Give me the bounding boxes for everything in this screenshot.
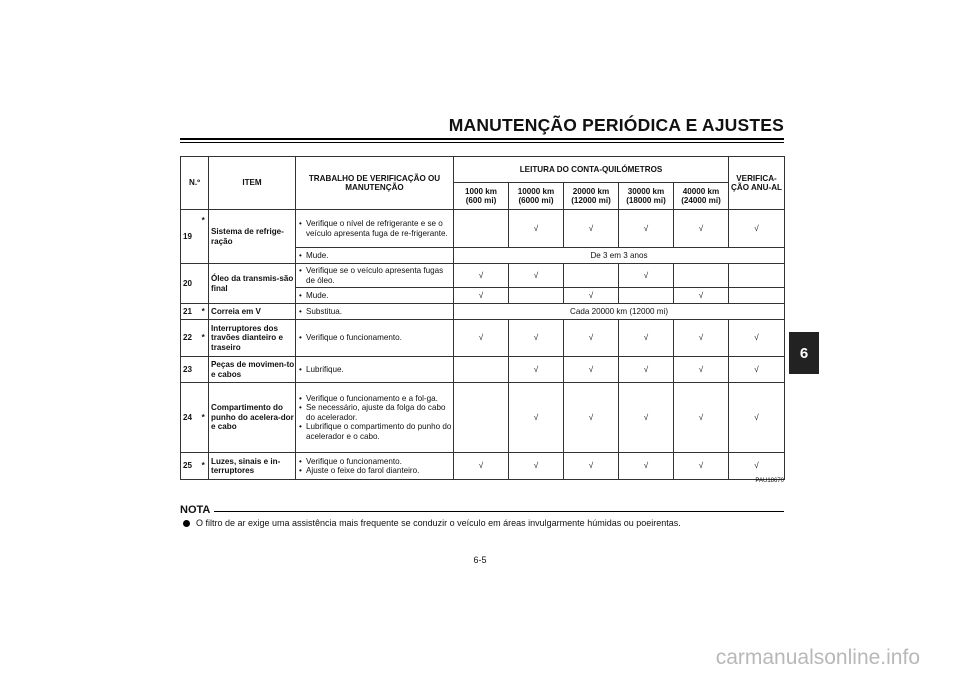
check-cell: √ xyxy=(509,210,564,248)
check-cell xyxy=(564,264,619,288)
asterisk-mark: * xyxy=(199,383,209,453)
row-number: 23 xyxy=(181,357,199,383)
check-cell: √ xyxy=(674,320,729,357)
row-number: 24 xyxy=(181,383,199,453)
item-name: Luzes, sinais e in-terruptores xyxy=(209,453,296,480)
header-annual: VERIFICA-ÇÃO ANU-AL xyxy=(729,157,785,210)
check-cell: √ xyxy=(674,383,729,453)
row-number: 20 xyxy=(181,264,199,304)
row-number: 22 xyxy=(181,320,199,357)
header-no: N.º xyxy=(181,157,209,210)
header-item: ITEM xyxy=(209,157,296,210)
check-cell xyxy=(509,288,564,304)
check-cell: √ xyxy=(619,320,674,357)
task-cell: • Verifique o funcionamento e a fol-ga. • Se necessário, ajuste da folga do cabo do acelerador. • Lubrifique o compartimento do punho do acelerador e o cabo. xyxy=(296,383,454,453)
check-cell: √ xyxy=(729,210,785,248)
check-cell: √ xyxy=(564,357,619,383)
item-name: Óleo da transmis-são final xyxy=(209,264,296,304)
check-cell: √ xyxy=(564,453,619,480)
item-name: Peças de movimen-to e cabos xyxy=(209,357,296,383)
nota-heading: NOTA xyxy=(180,504,211,516)
title-rule-thin xyxy=(180,142,784,143)
asterisk-mark: * xyxy=(199,210,209,264)
task-cell: • Substitua. xyxy=(296,304,454,320)
asterisk-mark: * xyxy=(199,453,209,480)
check-cell: √ xyxy=(564,288,619,304)
check-cell xyxy=(619,288,674,304)
interval-span-cell: Cada 20000 km (12000 mi) xyxy=(454,304,785,320)
check-cell: √ xyxy=(454,453,509,480)
check-cell xyxy=(674,264,729,288)
item-name: Interruptores dos travões dianteiro e traseiro xyxy=(209,320,296,357)
title-rule-thick xyxy=(180,138,784,140)
check-cell: √ xyxy=(674,453,729,480)
nota-text: O filtro de ar exige uma assistência mais frequente se conduzir o veículo em áreas invulgarmente húmidas ou poeirentas. xyxy=(196,518,681,528)
check-cell: √ xyxy=(454,288,509,304)
item-name: Compartimento do punho do acelera-dor e cabo xyxy=(209,383,296,453)
task-cell: • Mude. xyxy=(296,288,454,304)
check-cell: √ xyxy=(564,320,619,357)
item-name: Sistema de refrige-ração xyxy=(209,210,296,264)
reference-code: PAU18670 xyxy=(755,478,784,484)
task-cell: • Verifique o nível de refrigerante e se o veículo apresenta fuga de re-frigerante. xyxy=(296,210,454,248)
asterisk-mark: * xyxy=(199,304,209,320)
nota-item xyxy=(183,518,783,528)
check-cell: √ xyxy=(509,453,564,480)
table-row xyxy=(181,383,785,453)
row-number: 21 xyxy=(181,304,199,320)
check-cell: √ xyxy=(729,320,785,357)
check-cell: √ xyxy=(509,383,564,453)
check-cell: √ xyxy=(729,357,785,383)
check-cell xyxy=(454,357,509,383)
check-cell: √ xyxy=(509,264,564,288)
interval-span-cell: De 3 em 3 anos xyxy=(454,248,785,264)
header-interval-2: 10000 km (6000 mi) xyxy=(509,183,564,210)
check-cell xyxy=(729,288,785,304)
asterisk-mark: * xyxy=(199,320,209,357)
check-cell: √ xyxy=(619,383,674,453)
row-number: 19 xyxy=(181,210,199,264)
table-row xyxy=(181,264,785,288)
check-cell: √ xyxy=(619,453,674,480)
check-cell xyxy=(454,383,509,453)
task-cell: • Mude. xyxy=(296,248,454,264)
check-cell: √ xyxy=(729,453,785,480)
page-title: MANUTENÇÃO PERIÓDICA E AJUSTES xyxy=(448,115,784,135)
bullet-icon xyxy=(183,520,190,527)
asterisk-blank xyxy=(199,264,209,304)
table-row xyxy=(181,304,785,320)
page-number: 6-5 xyxy=(473,555,487,565)
table-row xyxy=(181,320,785,357)
check-cell xyxy=(454,210,509,248)
asterisk-blank xyxy=(199,357,209,383)
check-cell: √ xyxy=(454,264,509,288)
check-cell: √ xyxy=(454,320,509,357)
header-odometer: LEITURA DO CONTA-QUILÓMETROS xyxy=(454,157,729,183)
check-cell: √ xyxy=(674,357,729,383)
check-cell: √ xyxy=(509,357,564,383)
check-cell: √ xyxy=(564,383,619,453)
check-cell: √ xyxy=(619,357,674,383)
task-cell: • Verifique o funcionamento. • Ajuste o feixe do farol dianteiro. xyxy=(296,453,454,480)
check-cell: √ xyxy=(729,383,785,453)
maintenance-table xyxy=(180,156,785,480)
header-interval-4: 30000 km (18000 mi) xyxy=(619,183,674,210)
check-cell: √ xyxy=(674,210,729,248)
table-row xyxy=(181,210,785,248)
task-cell: • Verifique se o veículo apresenta fugas de óleo. xyxy=(296,264,454,288)
header-task: TRABALHO DE VERIFICAÇÃO OU MANUTENÇÃO xyxy=(296,157,454,210)
row-number: 25 xyxy=(181,453,199,480)
watermark: carmanualsonline.info xyxy=(715,646,920,669)
table-row xyxy=(181,357,785,383)
header-interval-1: 1000 km (600 mi) xyxy=(454,183,509,210)
table-row xyxy=(181,453,785,480)
check-cell: √ xyxy=(619,264,674,288)
item-name: Correia em V xyxy=(209,304,296,320)
check-cell xyxy=(729,264,785,288)
header-interval-5: 40000 km (24000 mi) xyxy=(674,183,729,210)
check-cell: √ xyxy=(564,210,619,248)
task-cell: • Verifique o funcionamento. xyxy=(296,320,454,357)
header-interval-3: 20000 km (12000 mi) xyxy=(564,183,619,210)
chapter-tab[interactable]: 6 xyxy=(789,332,819,374)
task-cell: • Lubrifique. xyxy=(296,357,454,383)
check-cell: √ xyxy=(674,288,729,304)
nota-rule xyxy=(214,511,784,512)
check-cell: √ xyxy=(509,320,564,357)
check-cell: √ xyxy=(619,210,674,248)
